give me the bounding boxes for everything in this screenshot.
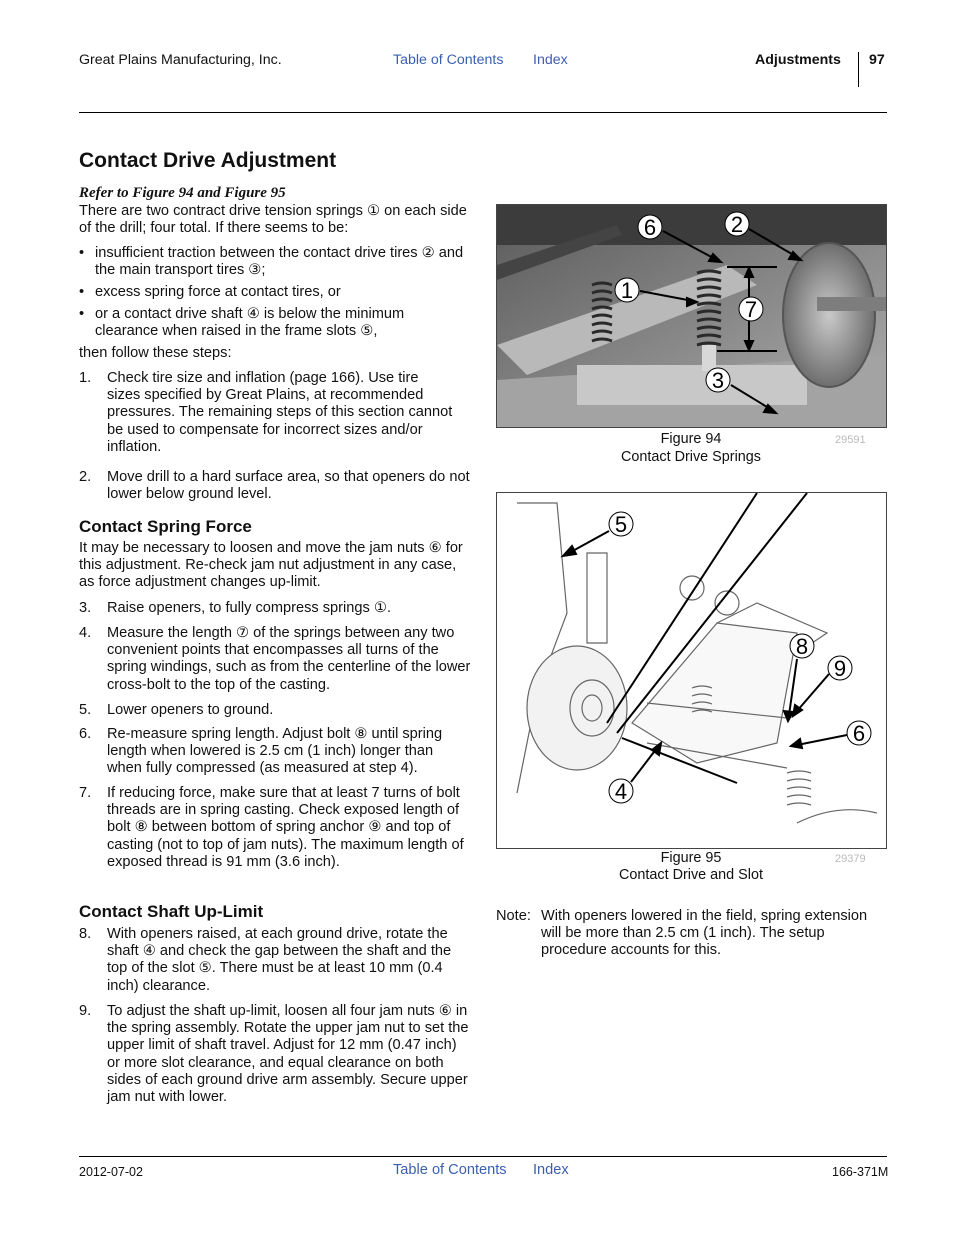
callout-label: 5 [614, 512, 628, 537]
header-index-link[interactable]: Index [533, 52, 568, 68]
footer-rule [79, 1156, 887, 1157]
footer-toc-link[interactable]: Table of Contents [393, 1162, 507, 1178]
figure-95-drawing [496, 492, 887, 849]
callout-label: 9 [833, 656, 847, 681]
footer-doc-number: 166-371M [832, 1165, 889, 1179]
step-number: 7. [79, 785, 92, 801]
callout-label: 7 [744, 297, 758, 322]
spring-force-paragraph: It may be necessary to loosen and move the jam nuts ⑥ for this adjustment. Re-check jam nut adjustment in any case, as force adjustment changes up-limit. [79, 540, 463, 591]
figure-94-caption: Contact Drive Springs [621, 449, 761, 465]
step-number: 5. [79, 702, 92, 718]
contact-drive-springs-photo [497, 205, 887, 428]
subheading-shaft-uplimit: Contact Shaft Up-Limit [79, 902, 264, 921]
step-text: Check tire size and inflation (page 166). Use tire sizes specified by Great Plains, at recommended pressures. The remaining steps of this section cannot be used to compensate for incorrect sizes and/or inflation. [107, 370, 453, 455]
step-text: To adjust the shaft up-limit, loosen all four jam nuts ⑥ in the spring assembly. Rotate the upper jam nut to set the upper limit of shaft travel. Adjust for 12 mm (0.47 inch) or more slot clearance, and equal clearance on both sides of each ground drive arm assembly. Secure upper jam nut with lower. [107, 1003, 469, 1106]
bullet-marker: • [79, 284, 85, 300]
callout-label: 2 [730, 212, 744, 237]
callout-label: 8 [795, 634, 809, 659]
callout-label: 3 [711, 368, 725, 393]
footer-index-link[interactable]: Index [533, 1162, 569, 1178]
intro-paragraph: There are two contract drive tension springs ① on each side of the drill; four total. If there seems to be: [79, 203, 467, 237]
header-divider [858, 52, 859, 87]
step-number: 6. [79, 726, 92, 742]
step-number: 2. [79, 469, 92, 485]
step-text: Re-measure spring length. Adjust bolt ⑧ until spring length when lowered is 2.5 cm (1 inch) longer than when fully compressed (as measured at step 4). [107, 726, 443, 777]
figure-reference: Refer to Figure 94 and Figure 95 [79, 185, 286, 201]
then-text: then follow these steps: [79, 345, 232, 361]
callout-label: 1 [620, 278, 634, 303]
step-number: 1. [79, 370, 92, 386]
step-number: 8. [79, 926, 92, 942]
page-number: 97 [869, 52, 885, 68]
step-text: Lower openers to ground. [107, 702, 274, 718]
bullet-marker: • [79, 306, 85, 322]
callout-label: 4 [614, 779, 628, 804]
bullet-item: excess spring force at contact tires, or [95, 284, 341, 300]
header-toc-link[interactable]: Table of Contents [393, 52, 504, 68]
company-name: Great Plains Manufacturing, Inc. [79, 52, 282, 68]
footer-date: 2012-07-02 [79, 1165, 143, 1179]
figure-94-photo [496, 204, 887, 428]
figure-95-id: 29379 [835, 853, 866, 865]
contact-drive-slot-drawing [497, 493, 887, 849]
bullet-marker: • [79, 245, 85, 261]
figure-94-id: 29591 [835, 434, 866, 446]
bullet-item: or a contact drive shaft ④ is below the minimum clearance when raised in the frame slots ⑤, [95, 306, 405, 340]
step-text: Raise openers, to fully compress springs ①. [107, 600, 391, 616]
section-name: Adjustments [755, 52, 841, 68]
step-text: Measure the length ⑦ of the springs between any two convenient points that encompasses all turns of the spring windings, such as from the centerline of the lower cross-bolt to the top of the casting. [107, 625, 471, 693]
figure-94-label: Figure 94 [660, 431, 722, 447]
figure-95-label: Figure 95 [660, 850, 722, 866]
note-text: With openers lowered in the field, spring extension will be more than 2.5 cm (1 inch). The setup procedure accounts for this. [541, 908, 868, 959]
step-text: Move drill to a hard surface area, so that openers do not lower below ground level. [107, 469, 470, 503]
step-number: 9. [79, 1003, 92, 1019]
page-title: Contact Drive Adjustment [79, 149, 337, 172]
callout-label: 6 [643, 215, 657, 240]
step-text: If reducing force, make sure that at least 7 turns of bolt threads are in spring casting. Check exposed length of bolt ⑧ between bottom of spring anchor ⑨ and top of casting (not to top of jam nuts). The maximum length of exposed thread is 91 mm (3.6 inch). [107, 785, 464, 870]
bullet-item: insufficient traction between the contact drive tires ② and the main transport tires ③; [95, 245, 464, 279]
step-text: With openers raised, at each ground drive, rotate the shaft ④ and check the gap between the shaft and the top of the slot ⑤. There must be at least 10 mm (0.4 inch) clearance. [107, 926, 452, 994]
note-label: Note: [496, 908, 531, 924]
figure-95-caption: Contact Drive and Slot [619, 867, 763, 883]
header-rule [79, 112, 887, 113]
callout-label: 6 [852, 721, 866, 746]
subheading-spring-force: Contact Spring Force [79, 517, 252, 536]
step-number: 3. [79, 600, 92, 616]
step-number: 4. [79, 625, 92, 641]
